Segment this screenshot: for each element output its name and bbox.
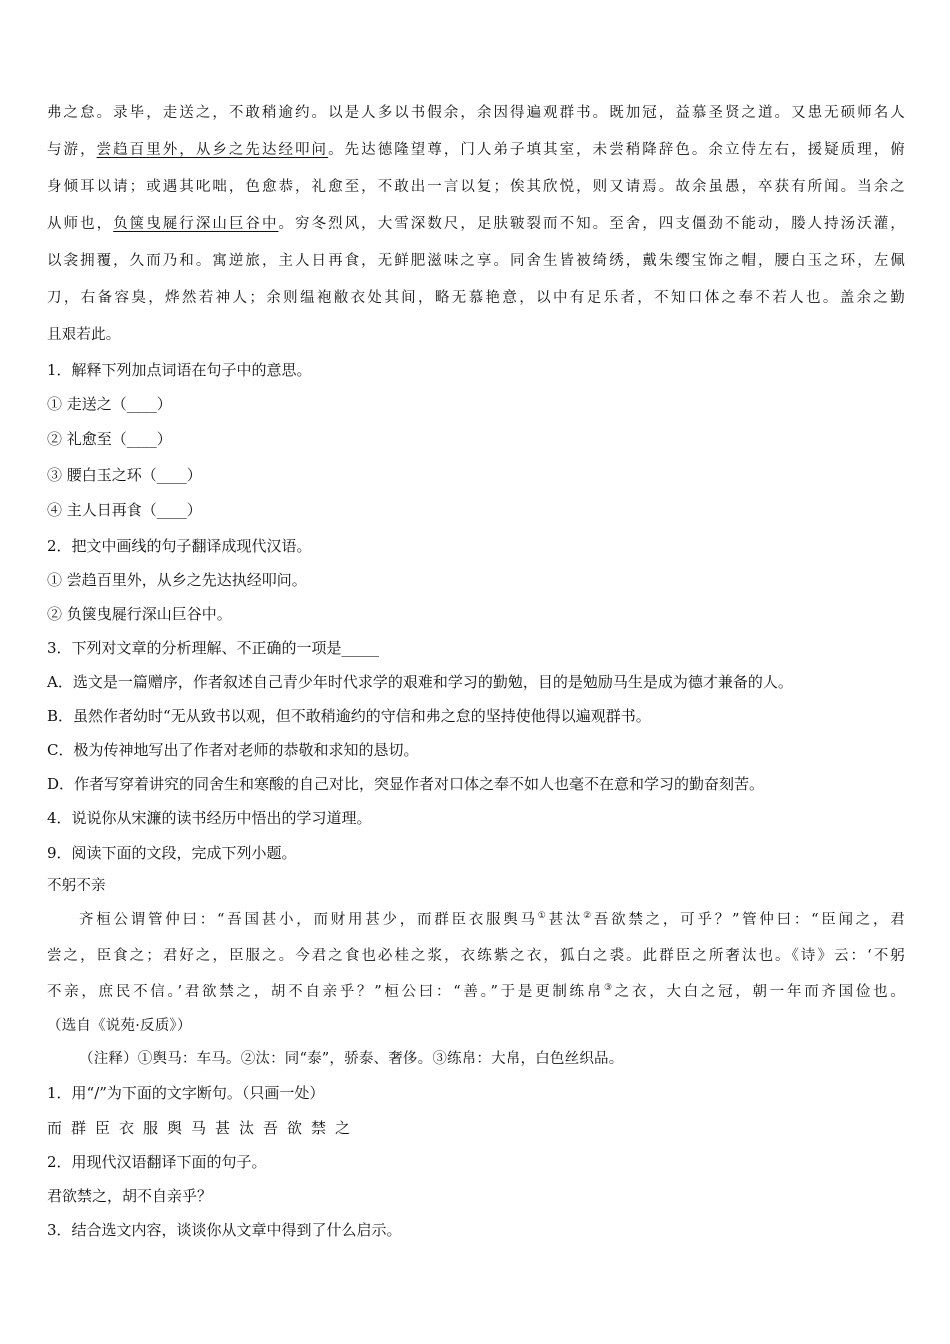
question-3-option-d: D．作者写穿着讲究的同舍生和寒酸的自己对比，突显作者对口体之奉不如人也毫不在意和学习的勤奋刻苦。	[47, 775, 765, 793]
subquestion-2-text: 君欲禁之，胡不自亲乎？	[47, 1187, 213, 1205]
question-3-option-b: B．虽然作者幼时“无从致书以观，但不敢稍逾约的守信和弗之怠的坚持使他得以遍观群书。	[47, 707, 651, 725]
passage2-notes: （注释）①舆马：车马。②汰：同“泰”，骄泰、奢侈。③练帛：大帛，白色丝织品。	[79, 1051, 624, 1067]
question-1-item-2: ② 礼愈至（____）	[47, 430, 172, 448]
text-segment: 吾欲禁之，可乎？”管仲曰：“臣闻之，君	[593, 912, 905, 928]
passage1-line-4	[47, 214, 905, 234]
passage2-title: 不躬不亲	[47, 878, 106, 894]
passage2-source: （选自《说苑·反质》）	[47, 1018, 192, 1034]
question-1-item-3: ③ 腰白玉之环（____）	[47, 466, 202, 484]
text-segment: 。先达德隆望尊，门人弟子填其室，未尝稍降辞色。余立侍左右，援疑质理，俯	[328, 142, 905, 158]
text-segment: 不亲，庶民不信。’君欲禁之，胡不自亲乎？”桓公曰：“善。”于是更制练帛	[47, 984, 604, 1000]
passage2-line-3	[47, 982, 905, 1002]
passage1-line-1: 弗之怠。录毕，走送之，不敢稍逾约。以是人多以书假余，余因得遍观群书。既加冠，益慕圣贤之道。又患无硕师名人	[47, 105, 905, 121]
passage1-line-3: 身倾耳以请；或遇其叱咄，色愈恭，礼愈至，不敢出一言以复；俟其欣悦，则又请焉。故余虽愚，卒获有所闻。当余之	[47, 179, 905, 195]
question-4-stem: 4．说说你从宋濂的读书经历中悟出的学习道理。	[47, 809, 372, 827]
passage1-line-6: 刀，右备容臭，烨然若神人；余则缊袍敝衣处其间，略无慕艳意，以中有足乐者，不知口体之奉不若人也。盖余之勤	[47, 290, 905, 306]
question-1-item-1: ① 走送之（____）	[47, 395, 172, 413]
passage2-line-2: 尝之，臣食之；君好之，臣服之。今君之食也必桂之浆，衣练紫之衣，狐白之裘。此群臣之所奢汰也。《诗》云：‘不躬	[47, 948, 905, 964]
text-segment: 齐桓公谓管仲曰：“吾国甚小，而财用甚少，而群臣衣服舆马	[79, 912, 538, 928]
question-2-stem: 2．把文中画线的句子翻译成现代汉语。	[47, 537, 312, 555]
question-2-item-1: ① 尝趋百里外，从乡之先达执经叩问。	[47, 571, 307, 589]
subquestion-3-stem: 3．结合选文内容，谈谈你从文章中得到了什么启示。	[47, 1221, 402, 1239]
underlined-sentence-1: 尝趋百里外，从乡之先达经叩问	[96, 142, 329, 158]
passage1-line-2	[47, 140, 905, 160]
question-3-stem: 3．下列对文章的分析理解、不正确的一项是_____	[47, 639, 380, 657]
question-3-option-a: A．选文是一篇赠序，作者叙述自己青少年时代求学的艰难和学习的勤勉，目的是勉励马生是成为德才兼备的人。	[47, 673, 793, 691]
question-1-stem: 1．解释下列加点词语在句子中的意思。	[47, 361, 312, 379]
footnote-marker-1: ①	[537, 911, 549, 921]
subquestion-1-stem: 1．用“/”为下面的文字断句。（只画一处）	[47, 1084, 325, 1102]
subquestion-1-text: 而群臣衣服舆马甚汰吾欲禁之	[47, 1119, 360, 1137]
footnote-marker-3: ③	[604, 983, 615, 993]
subquestion-2-stem: 2．用现代汉语翻译下面的句子。	[47, 1153, 267, 1171]
text-segment: 与游，	[47, 142, 97, 158]
question-3-option-c: C．极为传神地写出了作者对老师的恭敬和求知的恳切。	[47, 741, 419, 759]
question-1-item-4: ④ 主人日再食（____）	[47, 501, 202, 519]
text-segment: 甚汰	[548, 912, 584, 928]
question-2-item-2: ② 负箧曳屣行深山巨谷中。	[47, 605, 232, 623]
passage2-line-1	[79, 910, 905, 930]
text-segment: 之衣，大白之冠，朝一年而齐国俭也。	[614, 984, 905, 1000]
question-9-stem: 9．阅读下面的文段，完成下列小题。	[47, 844, 297, 862]
underlined-sentence-2: 负箧曳屣行深山巨谷中	[113, 216, 279, 232]
text-segment: 。穷冬烈风，大雪深数尺，足肤皲裂而不知。至舍，四支僵劲不能动，媵人持汤沃灌，	[278, 216, 905, 232]
text-segment: 从师也，	[47, 216, 114, 232]
footnote-marker-2: ②	[583, 911, 594, 921]
passage1-line-5: 以衾拥覆，久而乃和。寓逆旅，主人日再食，无鲜肥滋味之享。同舍生皆被绮绣，戴朱缨宝饰之帽，腰白玉之环，左佩	[47, 253, 905, 269]
passage1-line-7: 且艰若此。	[47, 327, 121, 343]
